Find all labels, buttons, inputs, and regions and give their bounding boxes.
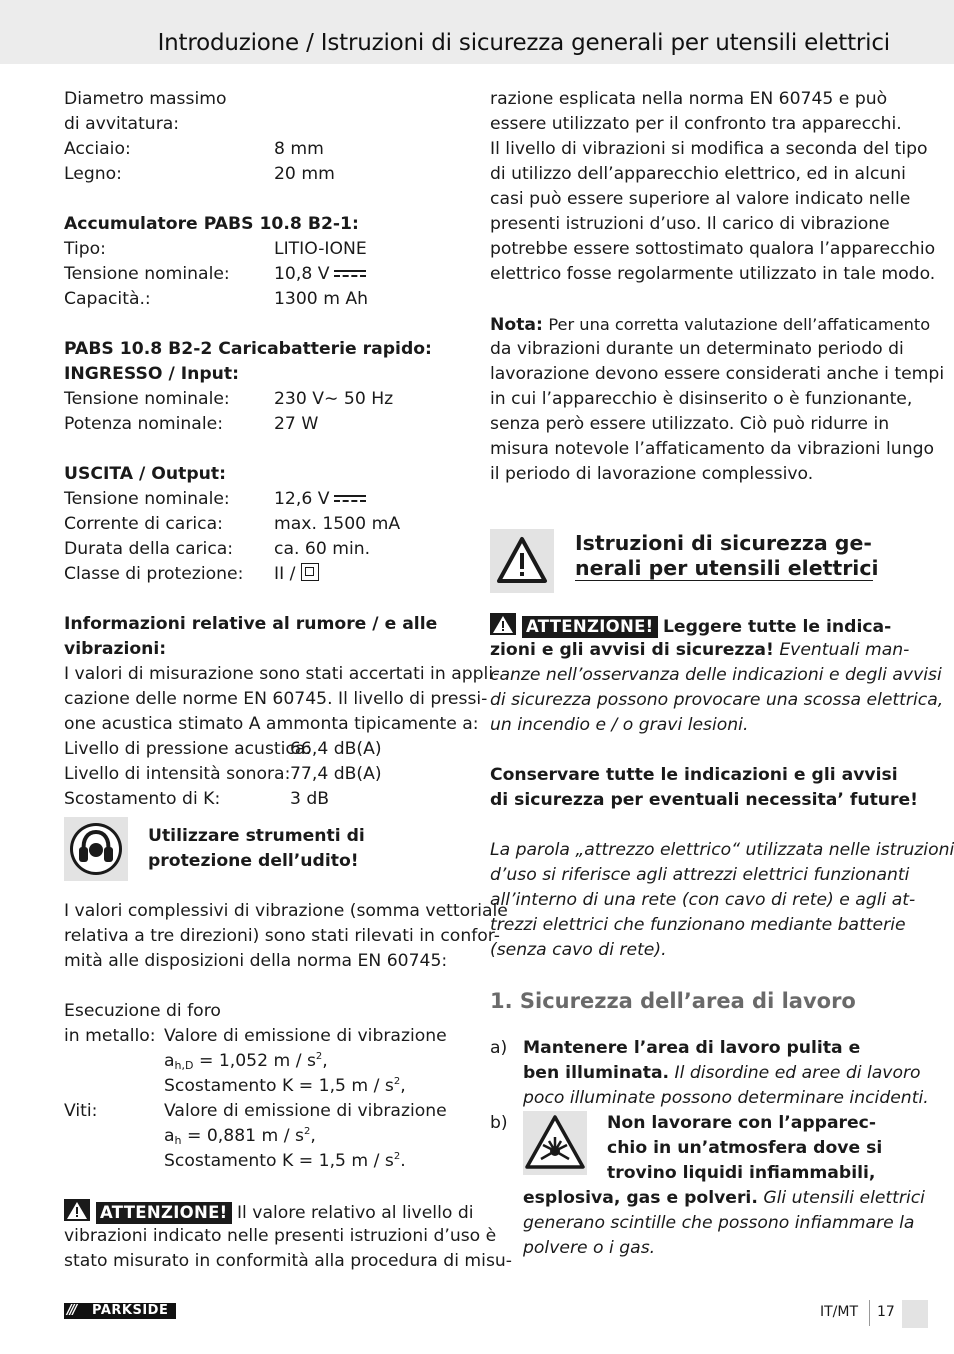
dc-symbol-icon [334, 493, 366, 503]
spec-diameter-2 [64, 112, 464, 137]
spec-sound-power [64, 762, 464, 787]
spacer [490, 738, 892, 763]
superscript: 2 [303, 1126, 311, 1137]
vibration-ah [64, 1124, 464, 1149]
body-text: elettrico fosse regolarmente utilizzato in tale modo. [490, 264, 936, 284]
spacer [64, 881, 464, 899]
spec-label: Potenza nominale: [64, 414, 223, 434]
spacer [64, 312, 464, 337]
noise-text: one acustica stimato A ammonta tipicamente a: [64, 714, 479, 734]
punct: , [322, 1051, 328, 1071]
spec-label: Corrente di carica: [64, 514, 223, 534]
definition-text: trezzi elettrici che funzionano mediante batterie [490, 915, 906, 935]
spacer [64, 437, 464, 462]
page-header [0, 0, 954, 64]
dc-symbol-icon [334, 268, 366, 278]
spec-value: 77,4 dB(A) [290, 764, 382, 784]
definition-text: (senza cavo di rete). [490, 940, 667, 960]
spacer [64, 187, 464, 212]
spec-charge-current [64, 512, 464, 537]
warning-bold: zioni e gli avvisi di sicurezza! [490, 640, 774, 660]
spec-value-wrap [274, 487, 366, 512]
body-text: razione esplicata nella norma EN 60745 e può [490, 89, 888, 109]
hearing-protection-notice [64, 817, 464, 881]
warning-text: Il valore relativo al livello di [236, 1203, 474, 1223]
spec-protection-class [64, 562, 464, 587]
value: Scostamento K = 1,5 m / s [164, 1151, 394, 1171]
uncertainty-value [164, 1149, 406, 1174]
spec-label: Tipo: [64, 239, 106, 259]
subscript: h [174, 1134, 182, 1147]
screws-row [64, 1099, 464, 1124]
spec-value: 20 mm [274, 164, 335, 184]
list-bold: chio in un’atmosfera dove si [607, 1138, 883, 1158]
list-label: a) [490, 1038, 508, 1058]
spacer [64, 587, 464, 612]
spec-voltage [64, 262, 464, 287]
spec-label: Viti: [64, 1101, 98, 1121]
spacer [490, 1016, 892, 1036]
spec-value: max. 1500 mA [274, 514, 401, 534]
spec-uncertainty [64, 787, 464, 812]
output-heading: USCITA / Output: [64, 464, 226, 484]
warning-bold: Leggere tutte le indica- [662, 617, 892, 637]
spec-value: Valore di emissione di vibrazione [164, 1101, 447, 1121]
spec-capacity [64, 287, 464, 312]
spec-label: Capacità.: [64, 289, 151, 309]
subscript: h,D [174, 1059, 194, 1072]
spec-charge-time [64, 537, 464, 562]
spec-value: 27 W [274, 414, 319, 434]
spec-value: 8 mm [274, 139, 324, 159]
definition-text: d’uso si riferisce agli attrezzi elettrici funzionanti [490, 865, 910, 885]
spec-label: di avvitatura: [64, 114, 180, 134]
protection-class-2-icon [301, 563, 319, 581]
warning-triangle-icon [64, 1199, 90, 1221]
spec-input-voltage [64, 387, 464, 412]
warning-triangle-icon [490, 613, 516, 635]
value: = 0,881 m / s [187, 1126, 304, 1146]
note-text: lavorazione devono essere considerati anche i tempi [490, 364, 945, 384]
parkside-logo [64, 1303, 176, 1319]
list-line [523, 1061, 921, 1086]
section-1-heading: 1. Sicurezza dell’area di lavoro [490, 989, 856, 1013]
spec-label: Classe di protezione: [64, 564, 244, 584]
hearing-text-line: Utilizzare strumenti di [148, 826, 365, 846]
spec-label: Livello di pressione acustica: [64, 739, 312, 759]
list-bold: Non lavorare con l’apparec- [607, 1113, 876, 1133]
spec-value: 230 V∼ 50 Hz [274, 389, 394, 409]
note-text: senza però essere utilizzato. Ciò può ridurre in [490, 414, 890, 434]
body-text: Il livello di vibrazioni si modifica a seconda del tipo [490, 139, 928, 159]
hearing-text-line: protezione dell’udito! [148, 851, 359, 871]
safety-section-heading [490, 529, 892, 593]
spec-output-voltage [64, 487, 464, 512]
superscript: 2 [315, 1051, 323, 1062]
noise-text: cazione delle norme EN 60745. Il livello di pressi- [64, 689, 488, 709]
spec-value: 1300 m Ah [274, 289, 369, 309]
drill-metal-row [64, 1024, 464, 1049]
logo-slashes: /// [67, 1303, 76, 1318]
spacer [490, 813, 892, 838]
spec-label: Scostamento di K: [64, 789, 221, 809]
warning-line [490, 638, 910, 663]
list-bold: trovino liquidi infiammabili, [607, 1163, 876, 1183]
list-italic: Gli utensili elettrici [763, 1188, 925, 1208]
input-heading: INGRESSO / Input: [64, 364, 239, 384]
symbol: a [164, 1051, 175, 1071]
noise-text: I valori di misurazione sono stati accertati in appli- [64, 664, 500, 684]
charger-heading: PABS 10.8 B2-2 Caricabatterie rapido: [64, 339, 432, 359]
warning-italic: un incendio e / o gravi lesioni. [490, 715, 749, 735]
list-line [523, 1186, 925, 1211]
page-number: 17 [877, 1304, 895, 1320]
superscript: 2 [393, 1151, 401, 1162]
note-label: Nota: [490, 315, 543, 335]
body-text: casi può essere superiore al valore indicato nelle [490, 189, 911, 209]
punct: . [400, 1151, 406, 1171]
spec-value: ca. 60 min. [274, 539, 371, 559]
battery-heading: Accumulatore PABS 10.8 B2-1: [64, 214, 359, 234]
superscript: 2 [393, 1076, 401, 1087]
note-text: il periodo di lavorazione complessivo. [490, 464, 814, 484]
spec-value: LITIO-IONE [274, 239, 367, 259]
symbol: a [164, 1126, 175, 1146]
general-warning [490, 613, 892, 638]
list-bold: Mantenere l’area di lavoro pulita e [523, 1038, 861, 1058]
body-text: potrebbe essere sottostimato qualora l’apparecchio [490, 239, 936, 259]
spec-label: Tensione nominale: [64, 489, 230, 509]
warning-text: vibrazioni indicato nelle presenti istruzioni d’uso è [64, 1226, 497, 1246]
drill-label: Esecuzione di foro [64, 1001, 221, 1021]
uncertainty-k1 [64, 1074, 464, 1099]
list-italic: generano scintille che possono infiammare la [523, 1213, 915, 1233]
spec-value: 66,4 dB(A) [290, 739, 382, 759]
spec-label: Livello di intensità sonora: [64, 764, 291, 784]
vibration-text: mità alle disposizioni della norma EN 60745: [64, 951, 448, 971]
spec-value: 12,6 V [274, 489, 330, 509]
note-text: da vibrazioni durante un determinato periodo di [490, 339, 904, 359]
vibration-ahd [64, 1049, 464, 1074]
spec-value: 10,8 V [274, 264, 330, 284]
note-text: misura notevole l’affaticamento da vibrazioni lungo [490, 439, 935, 459]
explosive-atmosphere-icon [523, 1111, 587, 1175]
spacer [490, 287, 892, 312]
spec-label: Durata della carica: [64, 539, 234, 559]
punct: , [400, 1076, 406, 1096]
page-title: Introduzione / Istruzioni di sicurezza generali per utensili elettrici [157, 30, 890, 56]
body-text: essere utilizzato per il confronto tra apparecchi. [490, 114, 902, 134]
spec-steel [64, 137, 464, 162]
spec-label: Legno: [64, 164, 122, 184]
vibration-ahd-value [164, 1049, 328, 1074]
warning-triangle-icon [490, 529, 554, 593]
uncertainty-k2 [64, 1149, 464, 1174]
footer-divider [869, 1300, 870, 1326]
list-label: b) [490, 1113, 508, 1133]
section-title-line: Istruzioni di sicurezza ge- [575, 531, 872, 555]
warning-italic: di sicurezza possono provocare una scossa elettrica, [490, 690, 944, 710]
spec-label: Tensione nominale: [64, 389, 230, 409]
spec-sound-pressure [64, 737, 464, 762]
right-column [490, 87, 954, 1261]
attention-badge: ATTENZIONE! [522, 616, 658, 638]
spec-input-power [64, 412, 464, 437]
vibration-text: relativa a tre direzioni) sono stati rilevati in confor- [64, 926, 500, 946]
spacer [64, 974, 464, 999]
list-italic: polvere o i gas. [523, 1238, 656, 1258]
note-text: Per una corretta valutazione dell’affaticamento [548, 315, 931, 334]
spec-wood [64, 162, 464, 187]
spacer [490, 593, 892, 613]
spec-label: Acciaio: [64, 139, 131, 159]
value: = 1,052 m / s [198, 1051, 316, 1071]
list-bold: ben illuminata. [523, 1063, 670, 1083]
list-item-a [490, 1036, 929, 1111]
safety-section-title [575, 531, 879, 581]
keep-instructions: Conservare tutte le indicazioni e gli avvisi [490, 765, 898, 785]
spec-label: in metallo: [64, 1026, 156, 1046]
spec-value: 3 dB [290, 789, 330, 809]
spec-value: II / [274, 564, 296, 584]
section-title-line: nerali per utensili elettrici [575, 556, 879, 580]
list-italic: Il disordine ed aree di lavoro [674, 1063, 921, 1083]
definition-text: all’interno di una rete (con cavo di rete) e agli at- [490, 890, 916, 910]
hearing-protection-text [148, 824, 365, 874]
spacer [64, 1174, 464, 1199]
left-column [64, 87, 512, 1274]
region-code: IT/MT [820, 1304, 859, 1320]
punct: , [310, 1126, 316, 1146]
vibration-text: I valori complessivi di vibrazione (somma vettoriale [64, 901, 508, 921]
body-text: presenti istruzioni d’uso. Il carico di vibrazione [490, 214, 890, 234]
definition-text: La parola „attrezzo elettrico“ utilizzata nelle istruzioni [490, 840, 954, 860]
footer-tab [902, 1300, 928, 1328]
ear-protection-icon [64, 817, 128, 881]
warning-italic: Eventuali man- [779, 640, 910, 660]
attention-badge: ATTENZIONE! [96, 1202, 232, 1224]
logo-brand: PARKSIDE [92, 1303, 169, 1318]
noise-heading-2: vibrazioni: [64, 639, 167, 659]
spec-value-wrap [274, 262, 366, 287]
spec-label: Tensione nominale: [64, 264, 230, 284]
list-italic: poco illuminate possono determinare incidenti. [523, 1088, 929, 1108]
vibration-warning [64, 1199, 474, 1224]
vibration-ah-value [164, 1124, 316, 1149]
spec-label: Diametro massimo [64, 89, 227, 109]
uncertainty-value [164, 1074, 406, 1099]
body-text: di utilizzo dell’apparecchio elettrico, ed in alcuni [490, 164, 906, 184]
noise-heading: Informazioni relative al rumore / e alle [64, 614, 438, 634]
note-line [490, 312, 931, 337]
warning-italic: canze nell’osservanza delle indicazioni e degli avvisi [490, 665, 942, 685]
spec-diameter [64, 87, 464, 112]
spec-value-wrap [274, 562, 319, 587]
list-item-b [490, 1111, 925, 1261]
value: Scostamento K = 1,5 m / s [164, 1076, 394, 1096]
list-bold: esplosiva, gas e polveri. [523, 1188, 758, 1208]
keep-instructions: di sicurezza per eventuali necessita’ future! [490, 790, 918, 810]
warning-text: stato misurato in conformità alla procedura di misu- [64, 1251, 512, 1271]
spec-value: Valore di emissione di vibrazione [164, 1026, 447, 1046]
spec-type [64, 237, 464, 262]
note-text: in cui l’apparecchio è disinserito o è funzionante, [490, 389, 913, 409]
